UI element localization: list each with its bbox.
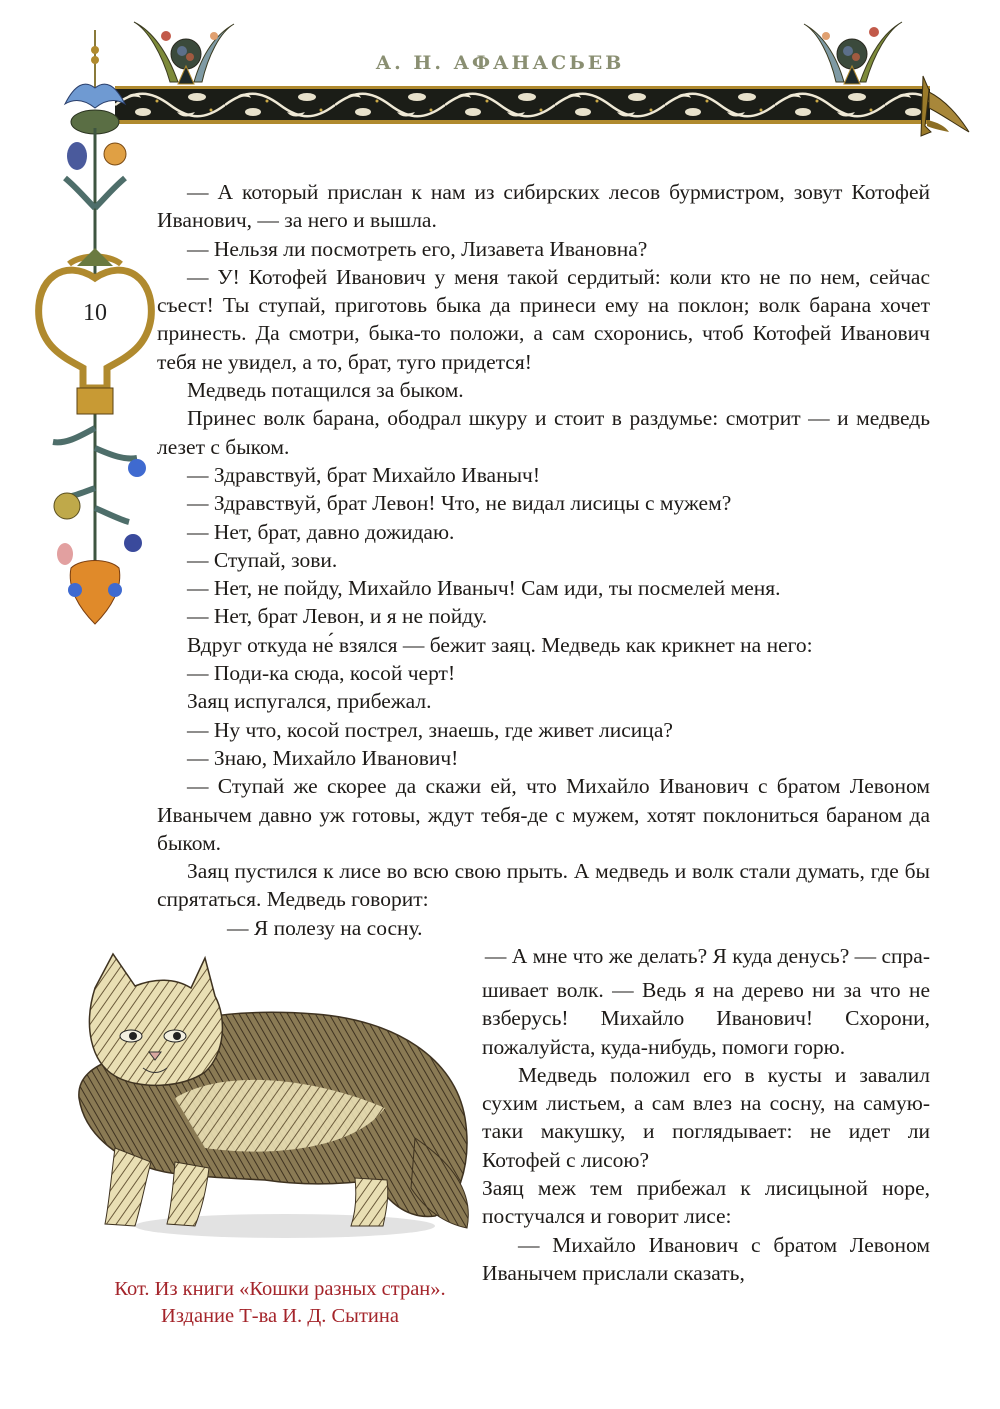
paragraph: шивает волк. — Ведь я на дерево ни за что не взберусь! Михайло Иванович! Схорони, пожалуйста, куда-нибудь, помоги горю.: [482, 978, 930, 1059]
caption-line: Издание Т-ва И. Д. Сытина: [161, 1305, 399, 1327]
paragraph: Заяц меж тем прибежал к лисицыной норе, постучался и говорит лисе:: [482, 1176, 930, 1229]
paragraph: — Нельзя ли посмотреть его, Лизавета Ивановна?: [187, 236, 648, 261]
story-text-wrap: [482, 976, 930, 1287]
page-number: 10: [83, 300, 107, 326]
paragraph: — Ну что, косой пострел, знаешь, где живет лисица?: [187, 717, 673, 742]
paragraph: — Здравствуй, брат Левон! Что, не видал лисицы с мужем?: [187, 491, 732, 516]
paragraph: — Нет, не пойду, Михайло Иваныч! Сам иди, ты посмелей меня.: [187, 576, 781, 601]
paragraph: — Михайло Иванович с братом Левоном Иванычем прислали сказать,: [482, 1232, 930, 1285]
paragraph: Принес волк барана, ободрал шкуру и стоит в раздумье: смотрит — и медведь лезет с быком.: [157, 406, 930, 459]
paragraph: — Ступай, зови.: [187, 547, 338, 572]
ornament-crest-right-icon: [790, 14, 910, 90]
paragraph: Медведь положил его в кусты и завалил сухим листьем, а сам влез на сосну, на самую-таки макушку, и поглядывает: не идет ли Котофей с лисою?: [482, 1062, 930, 1172]
paragraph: Заяц пустился к лисе во всю свою прыть. А медведь и волк стали думать, где бы спрятаться. Медведь говорит:: [157, 859, 930, 912]
caption-line: Кот. Из книги «Кошки разных стран».: [114, 1278, 446, 1300]
paragraph: — Знаю, Михайло Иванович!: [187, 745, 459, 770]
running-head: А. Н. АФАНАСЬЕВ: [375, 52, 625, 74]
paragraph: — Здравствуй, брат Михайло Иваныч!: [187, 462, 541, 487]
ornamental-border-band: [115, 86, 930, 124]
paragraph: Медведь потащился за быком.: [187, 378, 464, 403]
paragraph: — Поди-ка сюда, косой черт!: [187, 661, 456, 686]
paragraph: — Ступай же скорее да скажи ей, что Михайло Иванович с братом Левоном Иванычем давно уж готовы, ждут тебя-де с мужем, хотят поклониться бараном да быком.: [157, 774, 930, 855]
paragraph: — А который прислан к нам из сибирских лесов бурмистром, зовут Котофей Иванович, — за него и вышла.: [157, 180, 930, 233]
story-text: [157, 178, 930, 970]
cat-illustration: [55, 948, 475, 1248]
paragraph: — Нет, брат Левон, и я не пойду.: [187, 604, 488, 629]
paragraph: — Я полезу на сосну.: [227, 915, 423, 940]
paragraph: — Нет, брат, давно дожидаю.: [187, 519, 455, 544]
ornament-vine-icon: [25, 28, 165, 628]
paragraph: Вдруг откуда не́ взялся — бежит заяц. Медведь как крикнет на него:: [187, 632, 813, 657]
illustration-caption: [70, 1276, 490, 1330]
paragraph: — У! Котофей Иванович у меня такой сердитый: коли кто не по нем, сейчас съест! Ты ступай, приготовь быка да принеси ему на поклон; волк барана хочет принесть. Да смотри, быка-то положи, а сам схоронись, чтоб Котофей Иванович тебя не увидел, а то, брат, туго придется!: [157, 264, 930, 374]
paragraph: Заяц испугался, прибежал.: [187, 689, 432, 714]
paragraph: — А мне что же делать? Я куда денусь? — спра-: [484, 944, 930, 969]
ornament-corner-right-icon: [915, 70, 975, 140]
